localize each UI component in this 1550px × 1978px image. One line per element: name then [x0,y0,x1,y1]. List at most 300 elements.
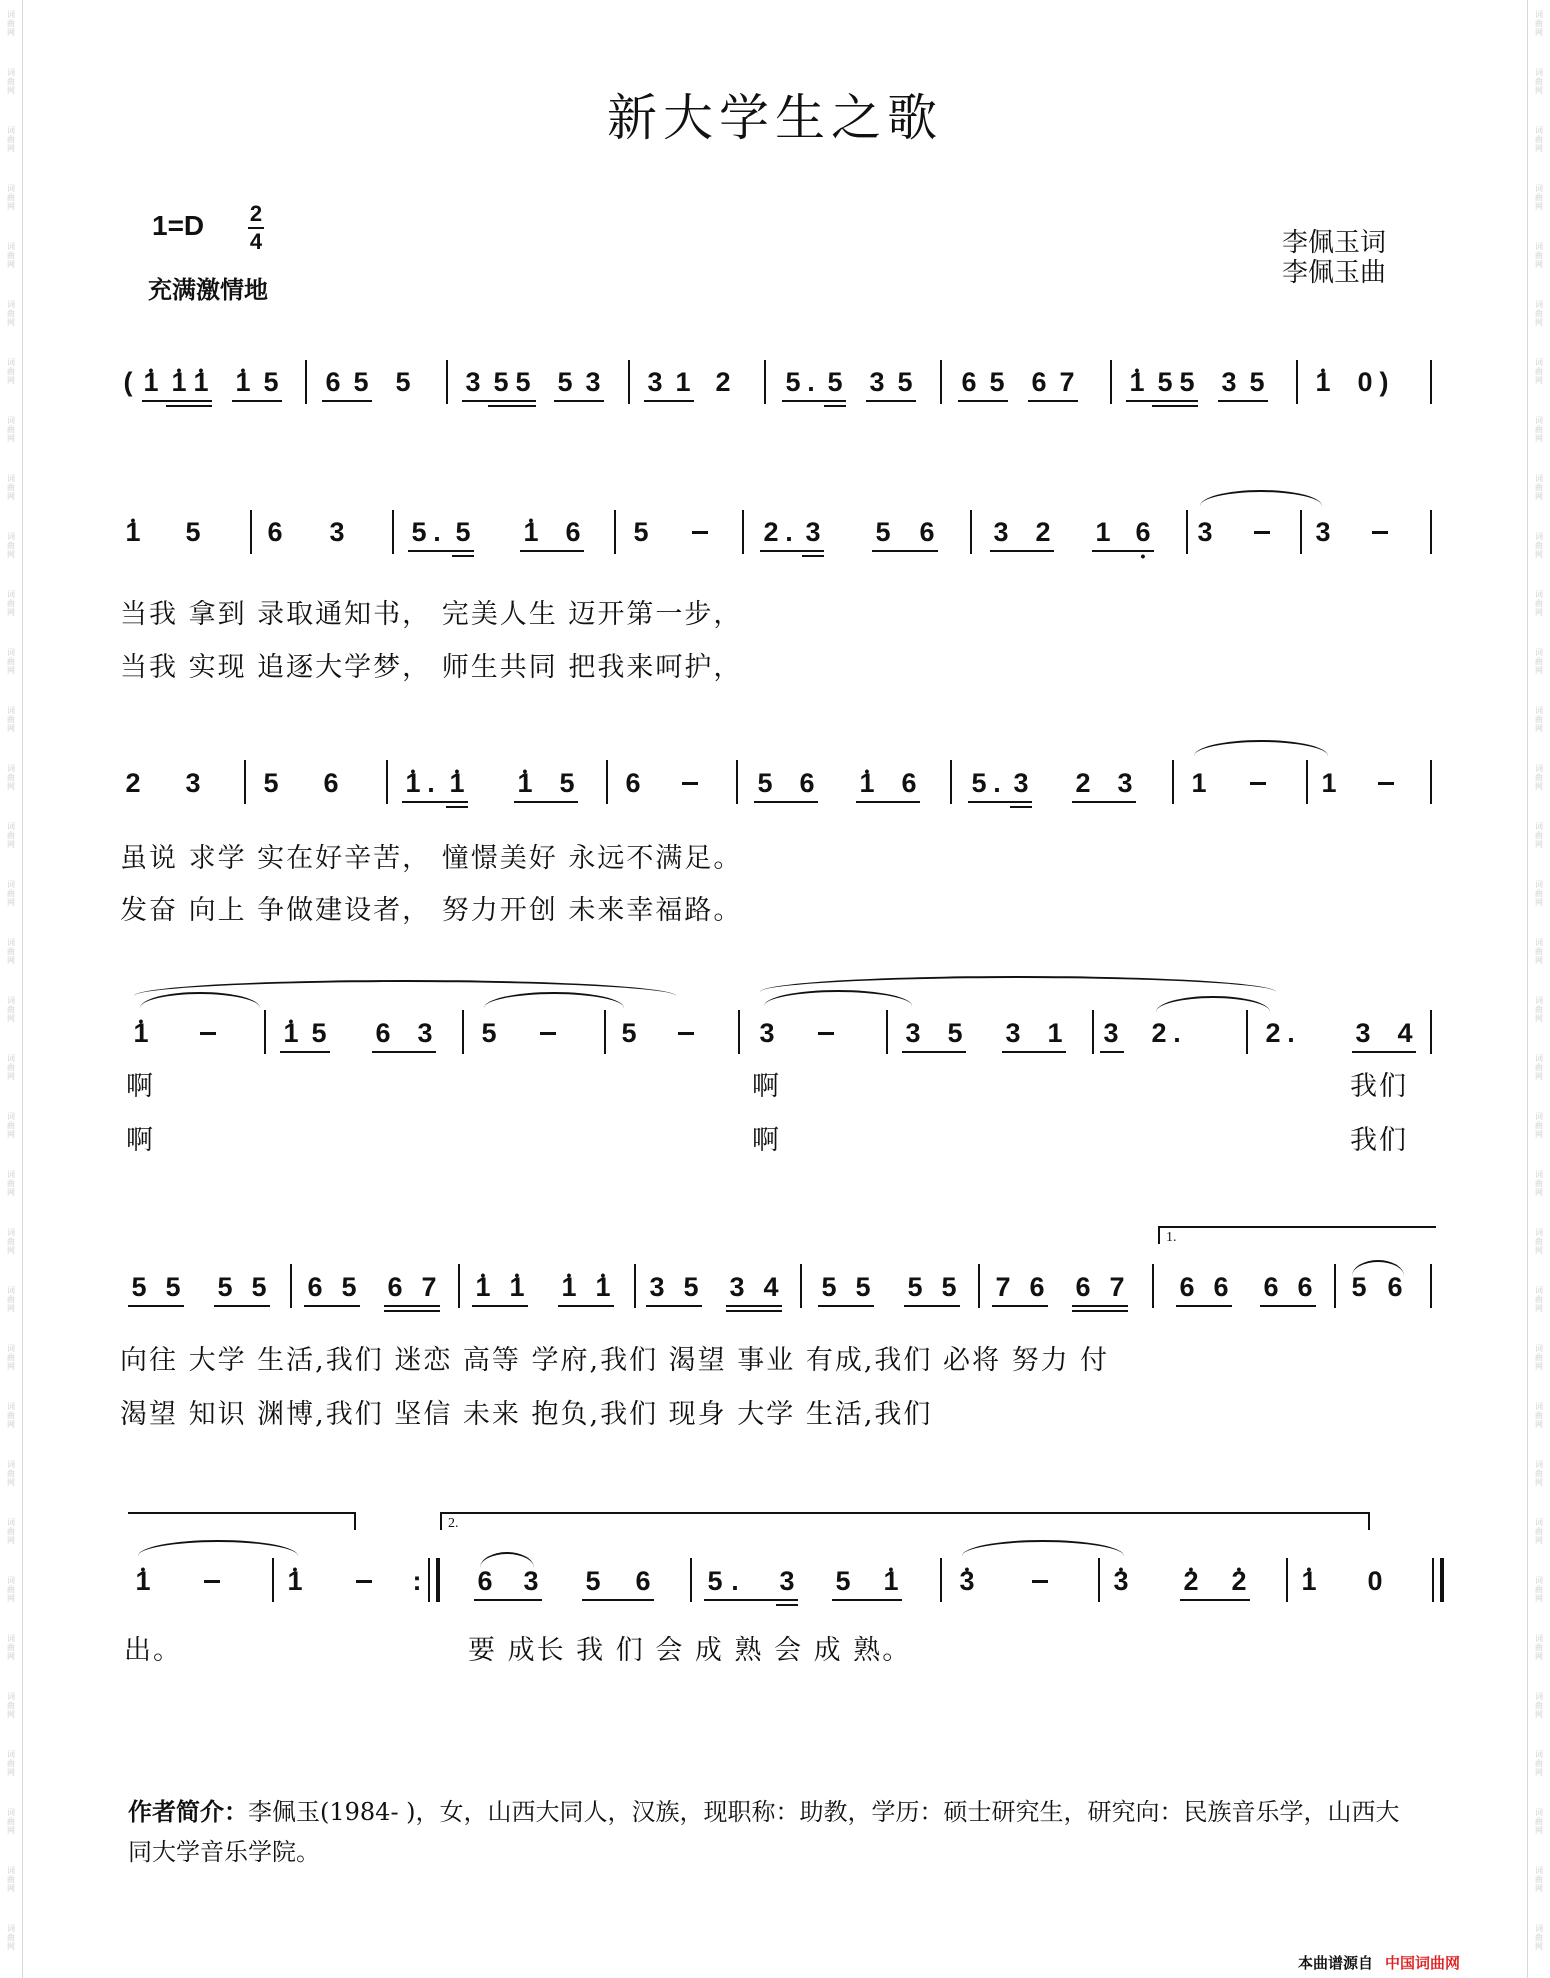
beam [558,1305,614,1307]
beam [452,555,474,557]
note: 5 [875,517,891,547]
beam [1100,1051,1124,1053]
note: 5 [941,1272,957,1302]
barline [290,1264,292,1308]
lyrics-v1-ah-2: 啊 [752,1071,781,1102]
barline [1110,360,1112,404]
note: • 2 [1228,1566,1250,1596]
note: 7 [995,1272,1011,1302]
note: 5 [1157,367,1173,397]
barline [458,1264,460,1308]
note: 5 [897,367,913,397]
barline [738,1010,740,1054]
barline [264,1010,266,1054]
note: 6 [325,367,341,397]
watermark-text: 词 曲 网 [1535,358,1543,385]
tie [764,990,912,1006]
first-ending-bracket-end [128,1512,356,1530]
note: 3 [649,1272,665,1302]
watermark-text: 词 曲 网 [7,764,15,791]
barline [1246,1010,1248,1054]
watermark-text: 词 曲 网 [1535,126,1543,153]
watermark-text: 词 曲 网 [1535,1344,1543,1371]
watermark-text: 词 曲 网 [7,1518,15,1545]
note: 5 [559,768,575,798]
note: 5 [633,517,649,547]
note: • 1 [446,768,468,798]
lyrics-verse-2: 发奋 向上 争做建设者， 努力开创 未来幸福路。 [120,895,743,926]
note: • 2 [1180,1566,1202,1596]
slur [134,980,676,996]
beam [322,400,372,402]
beam [1002,1051,1066,1053]
dash [1250,782,1266,785]
note: 3 [805,517,821,547]
barline [250,510,252,554]
watermark-text: 词 曲 网 [7,126,15,153]
rest: 0 [1357,367,1373,397]
beam [990,550,1054,552]
watermark-text: 词 曲 网 [7,938,15,965]
beam [726,1305,782,1307]
barline [244,760,246,804]
author-introduction [128,1792,1418,1872]
note: 2 [125,768,141,798]
note: 3 [869,367,885,397]
barline [950,760,952,804]
barline [606,760,608,804]
note: 3 [1197,517,1213,547]
watermark-text: 词 曲 网 [1535,1924,1543,1951]
note: 5 [185,517,201,547]
note: 5 [217,1272,233,1302]
lyrics-v2-ah-2: 啊 [752,1125,781,1156]
note: 6 [1031,367,1047,397]
beam [514,801,578,803]
right-watermark-strip [1527,0,1550,1978]
note: 5 [311,1018,327,1048]
beam [866,400,916,402]
note: 4 [1397,1018,1413,1048]
watermark-text: 词 曲 网 [7,1170,15,1197]
watermark-text: 词 曲 网 [7,1228,15,1255]
note: • 3 [1110,1566,1132,1596]
barline [1300,510,1302,554]
watermark-text: 词 曲 网 [7,1112,15,1139]
note: 5 [455,517,471,547]
time-signature-bottom: 4 [249,229,263,254]
dash [356,1580,372,1583]
note: 6 [1387,1272,1403,1302]
beam [582,1599,654,1601]
note: 5 [131,1272,147,1302]
source-credit [1298,1952,1460,1973]
note: 3 [1005,1018,1021,1048]
barline [446,360,448,404]
second-ending-bracket: 2. [440,1512,1370,1530]
barline [1334,1264,1336,1308]
note: 1 [675,367,691,397]
note: 6 [1213,1272,1229,1302]
final-barline [1432,1558,1434,1602]
note: • 1 [232,367,254,397]
watermark-text: 词 曲 网 [1535,1750,1543,1777]
note: 5 [411,517,427,547]
beam [372,1051,436,1053]
note: • 1 [1298,1566,1320,1596]
beam [968,801,1032,803]
barline [1152,1264,1154,1308]
left-watermark-strip [0,0,23,1978]
watermark-text: 词 曲 网 [1535,1286,1543,1313]
tie [1156,996,1270,1012]
repeat-barline-thick [436,1558,440,1602]
note: 5 [683,1272,699,1302]
note: 6 [387,1272,403,1302]
beam [554,400,604,402]
dash [200,1032,216,1035]
lyrics-ending-1: 出。 [124,1635,182,1666]
note: 6 [1075,1272,1091,1302]
barline [1430,1010,1432,1054]
barline [764,360,766,404]
source-prefix: 本曲谱源自 [1297,1954,1373,1972]
note: 1 [1095,517,1111,547]
watermark-text: 词 曲 网 [1535,822,1543,849]
open-paren: ( [123,367,133,397]
note: 5 [263,768,279,798]
note: 5 [707,1566,723,1596]
barline [978,1264,980,1308]
note: 5 [515,367,531,397]
note: • 1 [506,1272,528,1302]
note: 5 [341,1272,357,1302]
note: • 1 [190,367,212,397]
barline [886,1010,888,1054]
beam [754,801,818,803]
note: 3 [329,517,345,547]
watermark-text: 词 曲 网 [7,242,15,269]
barline [272,1558,274,1602]
watermark-text: 词 曲 网 [1535,1634,1543,1661]
beam [1176,1305,1232,1307]
note: 5 [1249,367,1265,397]
watermark-text: 词 曲 网 [1535,416,1543,443]
beam [1126,400,1198,402]
watermark-text: 词 曲 网 [7,184,15,211]
barline [428,1558,430,1602]
watermark-text: 词 曲 网 [1535,184,1543,211]
time-signature-top: 2 [249,201,263,226]
note: 6 [477,1566,493,1596]
watermark-text: 词 曲 网 [7,822,15,849]
slur [1352,1260,1404,1276]
lyrics-v2-ah-1: 啊 [126,1125,155,1156]
source-site-link[interactable]: 中国词曲网 [1384,1954,1460,1972]
note: • 1 [592,1272,614,1302]
watermark-text: 词 曲 网 [7,300,15,327]
dot: . [993,768,1001,798]
dash [1378,782,1394,785]
watermark-text: 词 曲 网 [1535,706,1543,733]
beam [446,806,468,808]
song-title: 新大学生之歌 [607,89,943,147]
beam [232,400,282,402]
watermark-text: 词 曲 网 [1535,880,1543,907]
author-intro-text: 李佩玉(1984- )，女，山西大同人，汉族，现职称：助教，学历：硕士研究生，研究向：民族音乐学，山西大同大学音乐学院。 [128,1798,1400,1866]
barline [1286,1558,1288,1602]
note: 3 [585,367,601,397]
barline [940,360,942,404]
lyrics-v2-women: 我们 [1350,1125,1408,1156]
note: 3 [185,768,201,798]
final-barline-thick [1440,1558,1444,1602]
note: 6 [919,517,935,547]
watermark-text: 词 曲 网 [1535,1866,1543,1893]
barline [1098,1558,1100,1602]
note: 3 [729,1272,745,1302]
beam [1352,1051,1416,1053]
beam [958,400,1008,402]
watermark-text: 词 曲 网 [1535,10,1543,37]
lyrics-ending-2: 要 成长 我 们 会 成 熟 会 成 熟。 [468,1635,912,1666]
slur [760,976,1276,992]
note: 4 [763,1272,779,1302]
note: 2 [715,367,731,397]
beam [832,1599,902,1601]
beam [902,1051,966,1053]
note: 6 [625,768,641,798]
note: 2 [1151,1018,1167,1048]
note: 3 [465,367,481,397]
beam [782,400,846,402]
note: 3 [779,1566,795,1596]
note: 7 [421,1272,437,1302]
note: 6 [901,768,917,798]
note: • 1 [402,768,424,798]
tie [484,992,624,1008]
watermark-text: 词 曲 网 [7,1344,15,1371]
dot: . [1173,1018,1181,1048]
tie [1200,490,1322,506]
note: 5 [263,367,279,397]
close-paren: ) [1379,367,1389,397]
note: 5 [493,367,509,397]
beam [992,1305,1048,1307]
dash [204,1580,220,1583]
lyricist-credit: 李佩玉词 [1282,228,1387,258]
beam [1028,400,1078,402]
watermark-text: 词 曲 网 [1535,1402,1543,1429]
beam [1072,1310,1128,1312]
note: 6 [323,768,339,798]
lyrics-verse-1: 当我 拿到 录取通知书， 完美人生 迈开第一步， [120,599,743,630]
watermark-text: 词 曲 网 [7,1692,15,1719]
dash [1032,1580,1048,1583]
note: 6 • [1132,517,1154,547]
watermark-text: 词 曲 网 [7,10,15,37]
barline [392,510,394,554]
time-signature [248,203,264,253]
barline [634,1264,636,1308]
watermark-text: 词 曲 网 [7,996,15,1023]
watermark-text: 词 曲 网 [7,1460,15,1487]
note: 3 [1355,1018,1371,1048]
watermark-text: 词 曲 网 [7,1634,15,1661]
composer-credit: 李佩玉曲 [1282,258,1387,288]
slur [480,1552,534,1568]
note: • 1 [132,1566,154,1596]
watermark-text: 词 曲 网 [1535,1112,1543,1139]
note: • 1 [520,517,542,547]
beam [818,1305,874,1307]
tempo-marking: 充满激情地 [148,276,268,304]
beam [408,550,474,552]
note: 6 [961,367,977,397]
beam [304,1305,360,1307]
note: 7 [1109,1272,1125,1302]
dash [692,531,708,534]
note: 5 [835,1566,851,1596]
beam [776,1604,798,1606]
note: 5 [165,1272,181,1302]
watermark-text: 词 曲 网 [7,68,15,95]
note: • 1 [472,1272,494,1302]
barline [1430,1264,1432,1308]
barline [1186,510,1188,554]
watermark-text: 词 曲 网 [7,1808,15,1835]
note: 3 [523,1566,539,1596]
watermark-text: 词 曲 网 [7,1866,15,1893]
beam [402,801,468,803]
note: 3 [759,1018,775,1048]
dot: . [807,367,815,397]
dot: . [731,1566,739,1596]
beam [1180,1599,1250,1601]
barline [742,510,744,554]
note: 6 [1297,1272,1313,1302]
watermark-text: 词 曲 网 [1535,68,1543,95]
watermark-text: 词 曲 网 [1535,1692,1543,1719]
note: 5 [947,1018,963,1048]
key-signature: 1=D [152,210,205,241]
beam [704,1599,798,1601]
watermark-text: 词 曲 网 [1535,648,1543,675]
barline [614,510,616,554]
watermark-text: 词 曲 网 [7,880,15,907]
watermark-text: 词 曲 网 [1535,532,1543,559]
beam [1218,400,1268,402]
note: 1 [1047,1018,1063,1048]
watermark-text: 词 曲 网 [1535,1170,1543,1197]
note: • 1 [514,768,536,798]
note: 5 [481,1018,497,1048]
beam [646,1305,702,1307]
note: 6 [1179,1272,1195,1302]
beam [462,400,536,402]
beam [384,1310,440,1312]
beam [1072,1305,1128,1307]
barline [1430,510,1432,554]
beam [1152,405,1198,407]
dash [1254,531,1270,534]
note: 5 [821,1272,837,1302]
beam [824,405,846,407]
barline [1306,760,1308,804]
beam [644,400,694,402]
note: 6 [565,517,581,547]
note: 2 [1265,1018,1281,1048]
barline [1092,1010,1094,1054]
note: • 1 [1126,367,1148,397]
dot: . [1287,1018,1295,1048]
tie [962,1540,1124,1556]
note: 3 [993,517,1009,547]
barline [604,1010,606,1054]
dash [678,1032,694,1035]
note: 5 [1179,367,1195,397]
note: 5 [907,1272,923,1302]
note: • 1 [280,1018,302,1048]
note: 6 [1263,1272,1279,1302]
note: • 1 [122,517,144,547]
tie [140,992,260,1008]
note: 5 [353,367,369,397]
note: 3 [1221,367,1237,397]
rest: 0 [1367,1566,1383,1596]
watermark-text: 词 曲 网 [7,706,15,733]
dash [1372,531,1388,534]
note: 5 [827,367,843,397]
note: 5 [621,1018,637,1048]
note: • 1 [168,367,190,397]
watermark-text: 词 曲 网 [1535,1228,1543,1255]
beam [474,1599,542,1601]
note: • 1 [284,1566,306,1596]
tie [138,1540,298,1556]
beam [520,550,584,552]
note: 5 [395,367,411,397]
watermark-text: 词 曲 网 [1535,474,1543,501]
barline [1430,360,1432,404]
watermark-text: 词 曲 网 [7,1402,15,1429]
watermark-text: 词 曲 网 [7,474,15,501]
dash [818,1032,834,1035]
note: 6 [267,517,283,547]
beam [1260,1305,1316,1307]
watermark-text: 词 曲 网 [7,532,15,559]
note: • 1 [856,768,878,798]
note: 5 [251,1272,267,1302]
note: 3 [1117,768,1133,798]
beam [166,405,212,407]
beam [802,555,824,557]
watermark-text: 词 曲 网 [1535,1808,1543,1835]
lyrics-verse-1: 虽说 求学 实在好辛苦， 憧憬美好 永远不满足。 [120,843,743,874]
note: 2 [1035,517,1051,547]
dash [540,1032,556,1035]
note: 3 [1103,1018,1119,1048]
note: • 1 [140,367,162,397]
watermark-text: 词 曲 网 [7,358,15,385]
barline [736,760,738,804]
repeat-dots: : [412,1566,422,1596]
watermark-text: 词 曲 网 [7,1054,15,1081]
barline [462,1010,464,1054]
note: 3 [1315,517,1331,547]
note: 1 [1321,768,1337,798]
note: • 1 [558,1272,580,1302]
